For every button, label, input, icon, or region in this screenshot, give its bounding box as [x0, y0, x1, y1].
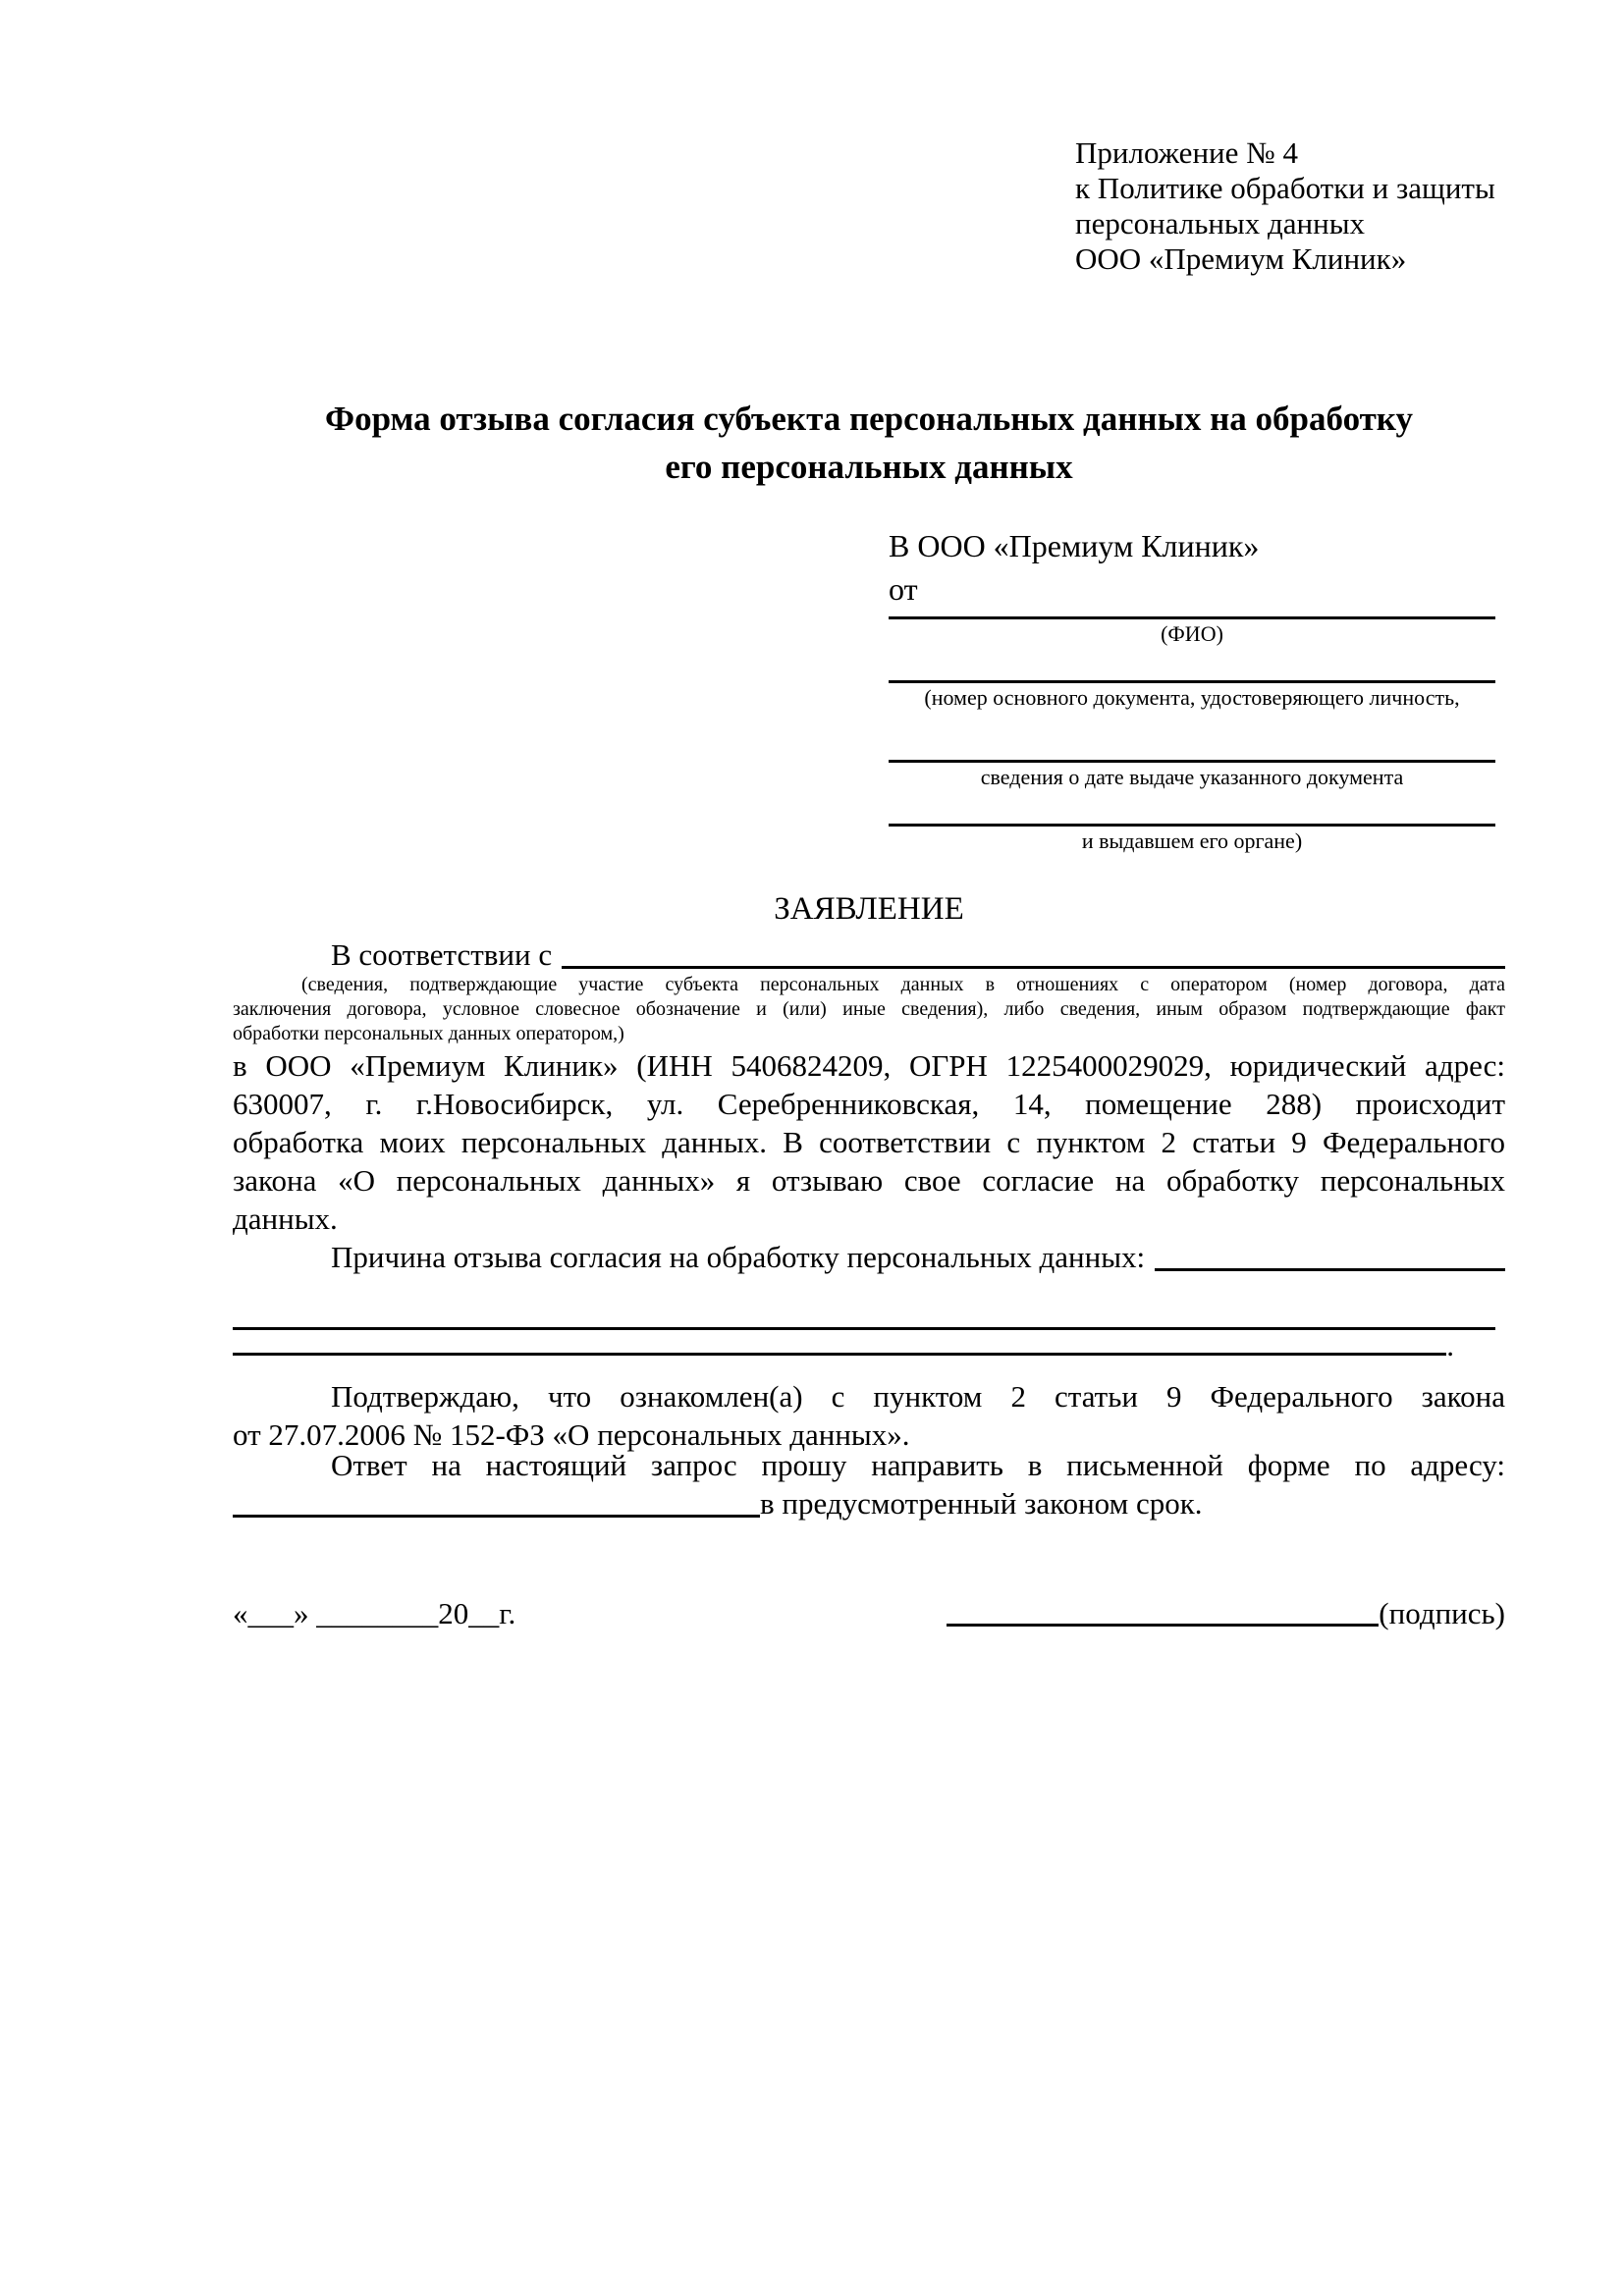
body-line-2: 630007, г. г.Новосибирск, ул. Серебренниковская, 14, помещение 288) происходит [233, 1087, 1505, 1121]
body-line-1: в ООО «Премиум Клиник» (ИНН 5406824209, ОГРН 1225400029029, юридический адрес: [233, 1048, 1505, 1083]
reply-line-2 [233, 1484, 1505, 1522]
document-title-line-1: Форма отзыва согласия субъекта персональных данных на обработку [325, 400, 1413, 438]
appendix-header-line-4: ООО «Премиум Клиник» [1075, 241, 1407, 276]
intro-line [233, 935, 1505, 974]
signature-caption: (подпись) [1379, 1596, 1505, 1630]
writing-blank-line-1 [233, 1276, 1495, 1330]
reply-paragraph [233, 1446, 1505, 1522]
signature-group [947, 1594, 1505, 1632]
body-line-4: закона «О персональных данных» я отзываю свое согласие на обработку персональных [233, 1163, 1505, 1198]
reason-line [233, 1238, 1505, 1276]
body-line-5: данных. [233, 1201, 338, 1236]
fio-caption: (ФИО) [1161, 621, 1223, 646]
writing-blank-line-2-row [233, 1330, 1505, 1361]
document-number-caption: (номер основного документа, удостоверяющего личность, [924, 685, 1460, 710]
writing-blank-line-2 [233, 1353, 1446, 1356]
document-title-line-2: его персональных данных [665, 448, 1073, 486]
issuing-authority-caption: и выдавшем его органе) [1081, 828, 1303, 853]
intro-blank-line [562, 966, 1505, 969]
date-line: «___» ________20__г. [233, 1596, 516, 1630]
fine-print-line-3: обработки персональных данных оператором,) [233, 1023, 624, 1044]
addressee-block [889, 524, 1495, 856]
reply-line-1: Ответ на настоящий запрос прошу направить в письменной форме по адресу: [331, 1448, 1505, 1482]
fine-print-line-2: заключения договора, условное словесное обозначение и (или) иные сведения), либо сведения, иным образом подтверждающие факт [233, 998, 1505, 1020]
appendix-header-line-2: к Политике обработки и защиты [1075, 171, 1495, 205]
date-signature-row [233, 1594, 1505, 1632]
address-blank-line [233, 1515, 760, 1518]
appendix-header-line-1: Приложение № 4 [1075, 135, 1298, 170]
confirmation-line-1: Подтверждаю, что ознакомлен(а) с пунктом 2 статьи 9 Федерального закона [331, 1379, 1505, 1414]
fine-print-note [233, 973, 1505, 1046]
reason-label: Причина отзыва согласия на обработку персональных данных: [331, 1240, 1146, 1274]
reason-writing-lines [233, 1276, 1505, 1361]
addressee-from-label: от [889, 571, 918, 607]
line-terminator-period: . [1446, 1328, 1454, 1362]
issue-date-caption: сведения о дате выдаче указанного документа [980, 765, 1404, 789]
statement-body [233, 1046, 1505, 1238]
signature-blank-line [947, 1624, 1379, 1627]
appendix-header-line-3: персональных данных [1075, 206, 1366, 240]
statement-heading: ЗАЯВЛЕНИЕ [774, 891, 964, 927]
addressee-to: В ООО «Премиум Клиник» [889, 528, 1260, 563]
confirmation-line-2: от 27.07.2006 № 152-ФЗ «О персональных данных». [233, 1417, 910, 1452]
intro-prefix: В соответствии с [331, 937, 553, 972]
body-line-3: обработка моих персональных данных. В соответствии с пунктом 2 статьи 9 Федерального [233, 1125, 1505, 1159]
reason-blank-line [1155, 1268, 1505, 1271]
confirmation-paragraph [233, 1377, 1505, 1454]
reply-suffix: в предусмотренный законом срок. [760, 1486, 1203, 1521]
fine-print-line-1: (сведения, подтверждающие участие субъекта персональных данных в отношениях с оператором (номер договора, дата [301, 974, 1505, 995]
document-title [233, 395, 1505, 491]
appendix-header [1075, 135, 1495, 277]
